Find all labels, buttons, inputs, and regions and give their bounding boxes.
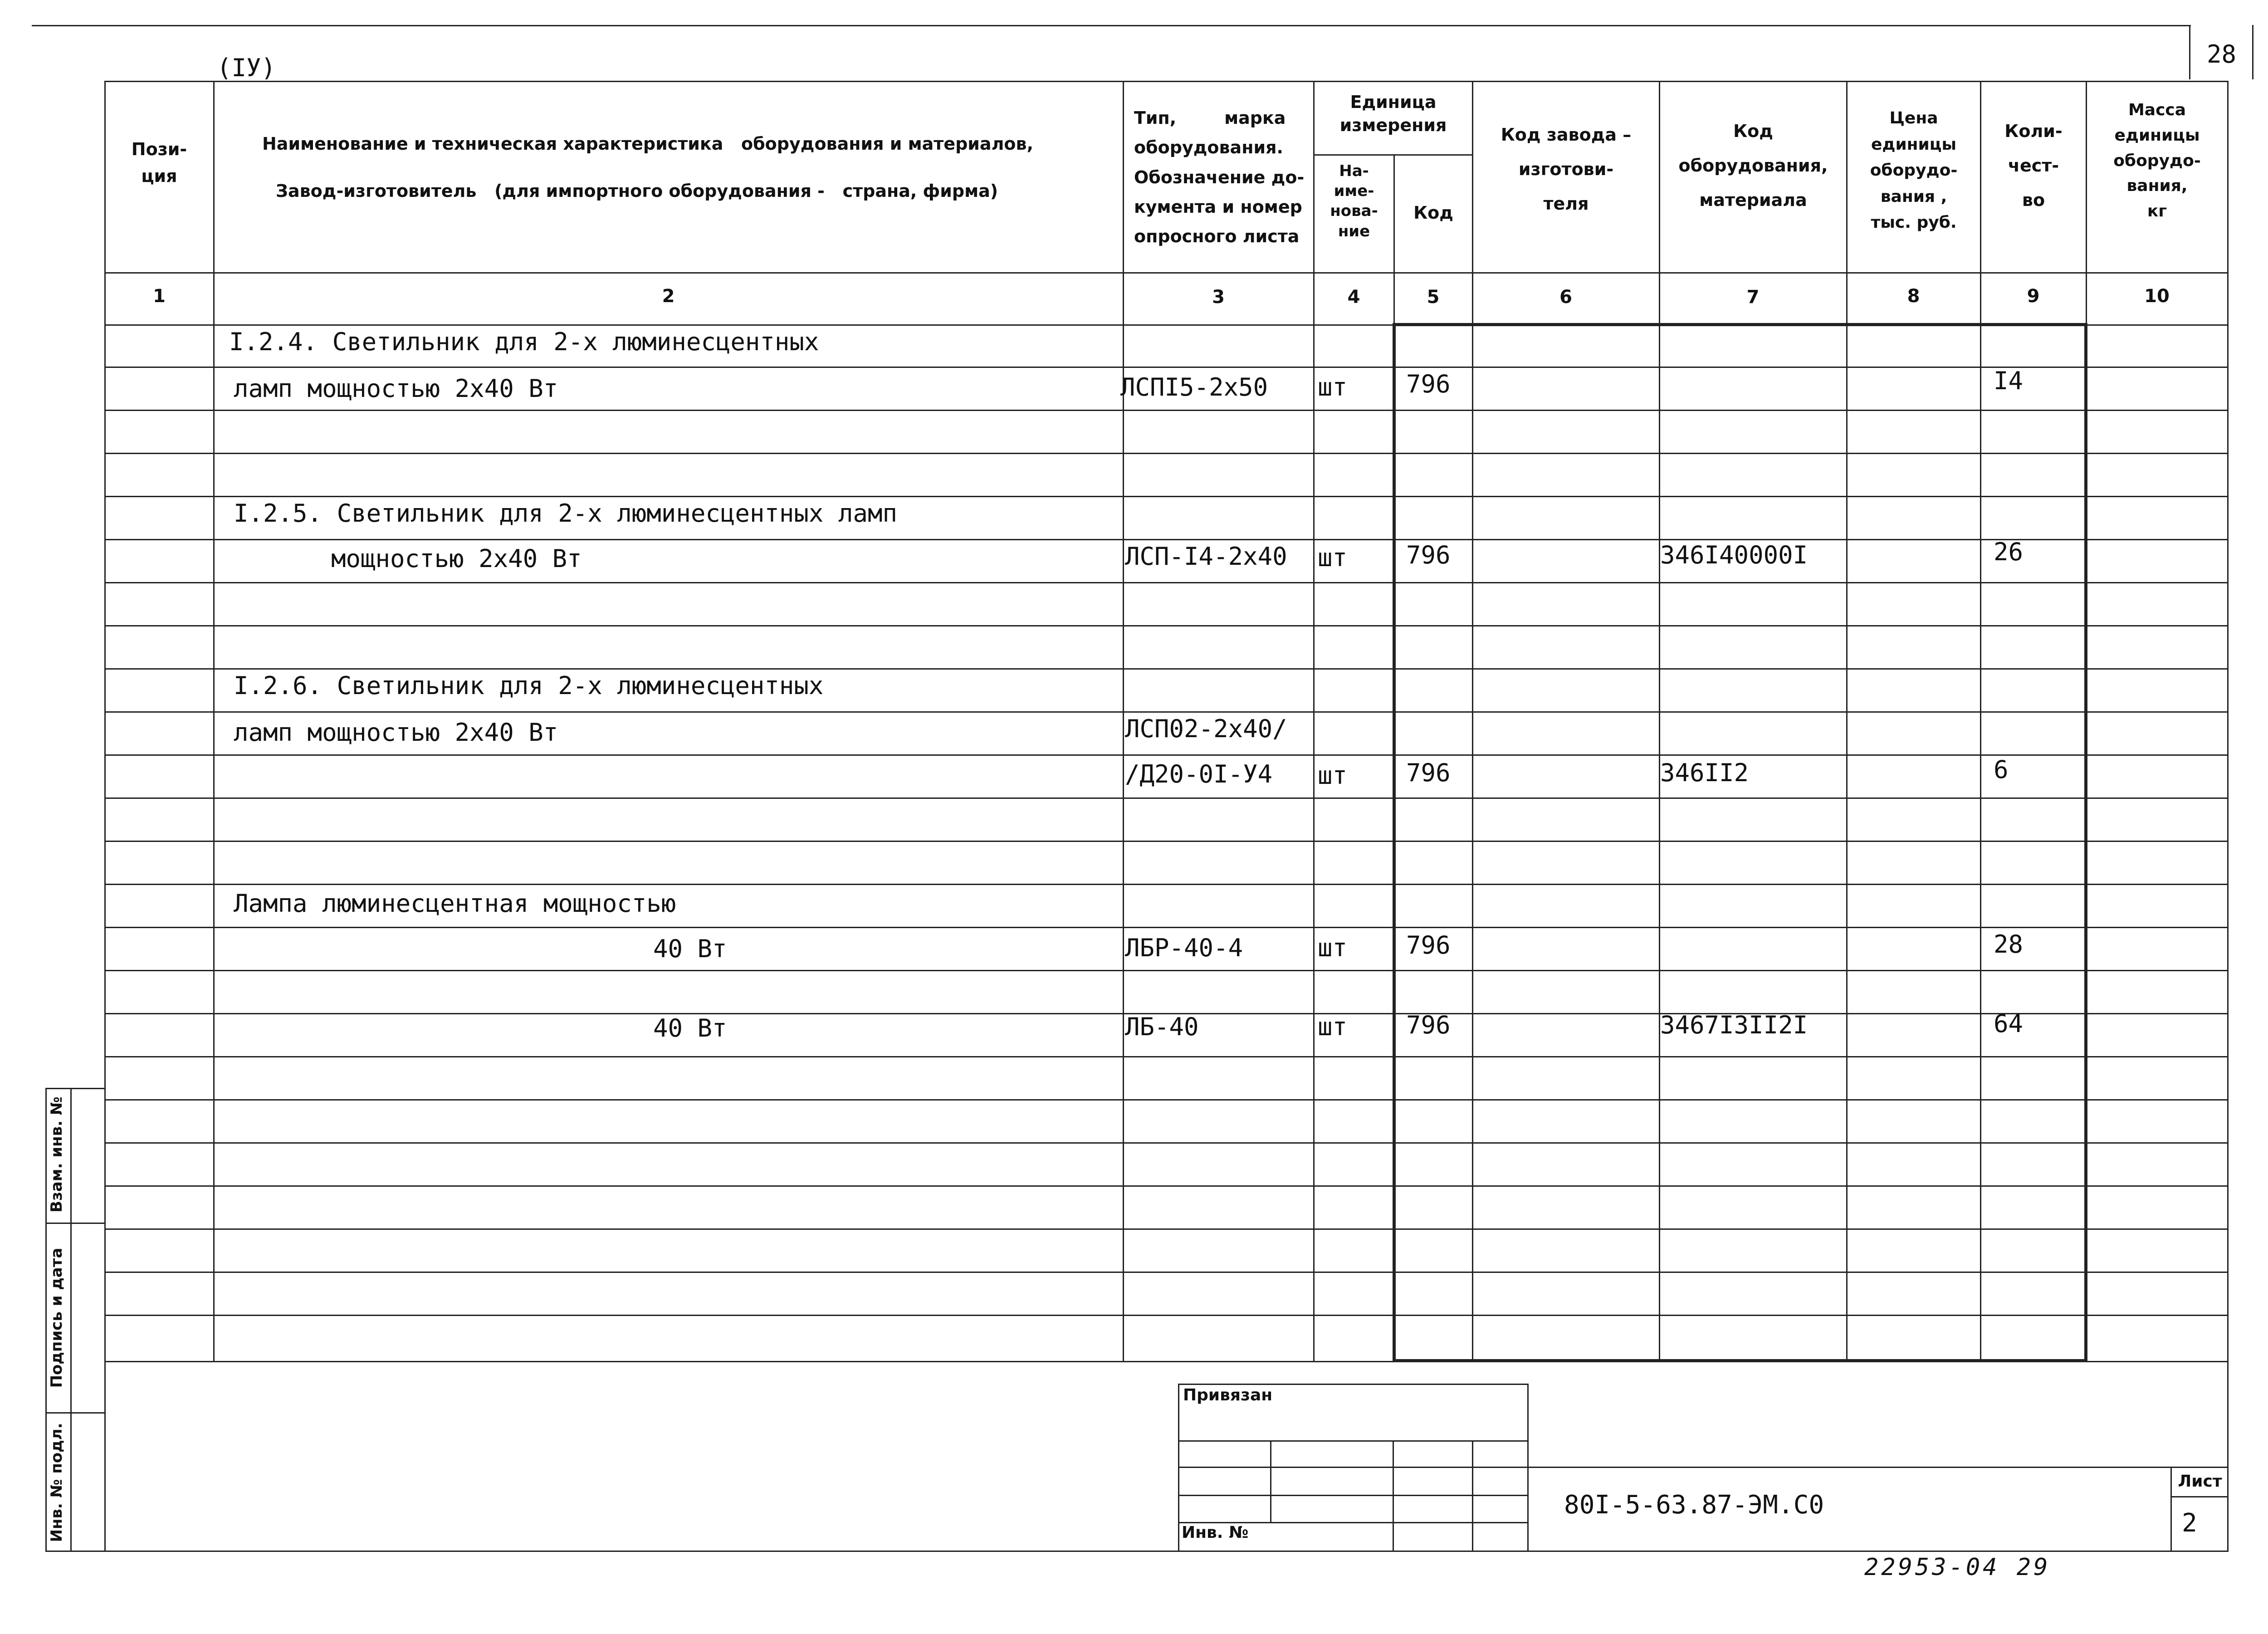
col-num-10: 10 [2144, 286, 2170, 307]
thick-frame-right [2084, 323, 2087, 1362]
row-name: I.2.4. Светильник для 2-х люминесцентных [229, 328, 819, 356]
table-bottom-line [104, 1361, 2228, 1362]
row-name: I.2.6. Светильник для 2-х люминесцентных [234, 671, 824, 700]
row-code: 796 [1406, 758, 1451, 787]
stamp-row2 [1178, 1467, 1527, 1468]
list-box-sep [2170, 1496, 2228, 1497]
row-code: 796 [1406, 1011, 1451, 1039]
row-equip-code: 3467I3II2I [1660, 1011, 1808, 1039]
row-name: I.2.5. Светильник для 2-х люминесцентных ламп [234, 499, 897, 528]
header-unit-group: Единица измерения [1339, 92, 1447, 136]
thick-frame-left [1393, 323, 1396, 1362]
list-label: Лист [2178, 1472, 2222, 1491]
stamp-row3 [1178, 1495, 1527, 1496]
list-number: 2 [2182, 1508, 2197, 1538]
row-name: ламп мощностью 2х40 Вт [234, 374, 558, 403]
row-qty: 64 [1994, 1009, 2024, 1038]
top-border-line [32, 25, 2191, 26]
side-box-sep1 [45, 1223, 104, 1224]
side-box-mid [70, 1088, 72, 1551]
col-num-1: 1 [153, 286, 166, 307]
header-factory-code: Код завода – изготови- теля [1501, 125, 1632, 214]
col-line-6 [1472, 81, 1473, 1361]
row-name: Лампа люминесцентная мощностью [234, 889, 676, 918]
row-qty: 6 [1994, 755, 2009, 784]
side-label-inv-podl: Инв. № подл. [48, 1423, 66, 1542]
row-type: ЛСПI5-2х50 [1120, 373, 1268, 401]
header-mass: Масса единицы оборудо- вания, кг [2113, 101, 2201, 221]
stamp-row1 [1178, 1440, 1527, 1442]
row-line [104, 668, 2228, 670]
unit-subheader-line [1313, 154, 1472, 156]
row-line [104, 1228, 2228, 1230]
header-equipment-code: Код оборудования, материала [1678, 121, 1828, 210]
row-unit: шт [1318, 373, 1348, 401]
row-name: мощностью 2х40 Вт [331, 544, 582, 573]
row-line [104, 582, 2228, 583]
header-type: Тип, марка оборудования. Обозначение до- кумента и номер опросного листа [1134, 108, 1305, 247]
doc-code-top-line [1527, 1467, 2228, 1468]
row-name: ламп мощностью 2х40 Вт [234, 718, 558, 747]
col-num-7: 7 [1746, 287, 1760, 308]
row-line [104, 1142, 2228, 1144]
header-name-line2: Завод-изготовитель (для импортного оборудования - страна, фирма) [276, 181, 998, 201]
row-code: 796 [1406, 931, 1451, 959]
side-box-left [45, 1088, 47, 1551]
col-num-2: 2 [662, 286, 675, 307]
col-line-4 [1313, 81, 1315, 1361]
row-line [104, 410, 2228, 411]
col-line-3 [1123, 81, 1124, 1361]
row-unit: шт [1318, 543, 1348, 572]
row-unit: шт [1318, 1013, 1348, 1041]
row-line [104, 625, 2228, 626]
row-qty: 26 [1994, 538, 2024, 566]
row-equip-code: 346II2 [1660, 758, 1749, 787]
row-line [104, 1315, 2228, 1316]
header-price: Цена единицы оборудо- вания , тыс. руб. [1870, 109, 1958, 232]
thick-frame-top [1393, 323, 2087, 326]
col-line-2 [213, 81, 215, 1361]
row-line [104, 539, 2228, 540]
row-name: 40 Вт [653, 934, 727, 963]
col-num-6: 6 [1559, 287, 1572, 308]
row-code: 796 [1406, 541, 1451, 569]
col-num-9: 9 [2027, 286, 2040, 307]
row-line [104, 1185, 2228, 1187]
table-right-border [2227, 81, 2229, 1551]
page-number-box-right [2252, 25, 2253, 79]
col-num-8: 8 [1907, 286, 1920, 307]
page-bottom-border [45, 1551, 2229, 1552]
row-line [104, 841, 2228, 842]
stamp-col2 [1393, 1440, 1394, 1551]
document-code: 80I-5-63.87-ЭМ.С0 [1564, 1490, 1824, 1520]
header-unit-code: Код [1413, 203, 1453, 223]
row-line [104, 496, 2228, 497]
row-line [104, 1056, 2228, 1057]
row-line [104, 1272, 2228, 1273]
side-label-vzam: Взам. инв. № [48, 1096, 66, 1213]
row-line [104, 1099, 2228, 1101]
row-line [104, 970, 2228, 971]
row-type: ЛБР-40-4 [1125, 934, 1243, 962]
header-quantity: Коли- чест- во [2004, 121, 2063, 210]
row-qty: I4 [1994, 367, 2024, 395]
col-line-7 [1659, 81, 1660, 1361]
stamp-privyazan: Привязан [1183, 1386, 1273, 1404]
row-unit: шт [1318, 934, 1348, 962]
table-top-border [104, 81, 2228, 82]
page-number: 28 [2206, 40, 2237, 68]
row-line [104, 927, 2228, 928]
section-mark: (IУ) [217, 54, 276, 82]
row-type: /Д20-0I-У4 [1125, 760, 1273, 788]
row-unit: шт [1318, 761, 1348, 790]
side-label-podpis: Подпись и дата [48, 1248, 66, 1388]
row-line [104, 884, 2228, 885]
header-name-line1: Наименование и техническая характеристика оборудования и материалов, [262, 134, 1033, 154]
col-num-5: 5 [1427, 287, 1440, 308]
row-line [104, 453, 2228, 454]
handwritten-number: 22953-04 29 [1864, 1554, 2051, 1581]
list-box-left [2170, 1467, 2172, 1551]
col-line-9 [1980, 81, 1981, 1361]
col-line-8 [1846, 81, 1848, 1361]
row-line [104, 797, 2228, 799]
row-line [104, 754, 2228, 756]
row-equip-code: 346I40000I [1660, 541, 1808, 569]
row-line [104, 711, 2228, 713]
page-number-box-left [2189, 25, 2190, 79]
col-num-4: 4 [1347, 287, 1360, 308]
stamp-inv-no: Инв. № [1182, 1523, 1249, 1542]
row-code: 796 [1406, 370, 1451, 398]
header-unit-name: На- име- нова- ние [1330, 162, 1378, 240]
stamp-top [1178, 1384, 1527, 1385]
row-qty: 28 [1994, 930, 2024, 959]
col-num-3: 3 [1212, 287, 1225, 308]
stamp-col1 [1270, 1440, 1271, 1522]
stamp-col3 [1472, 1440, 1473, 1551]
row-type: ЛСП02-2х40/ [1125, 714, 1287, 743]
header-position: Пози- ция [131, 139, 187, 186]
row-type: ЛБ-40 [1125, 1013, 1199, 1041]
row-line [104, 367, 2228, 368]
row-type: ЛСП-I4-2х40 [1125, 542, 1287, 571]
row-name: 40 Вт [653, 1014, 727, 1042]
header-bottom-line [104, 272, 2228, 274]
